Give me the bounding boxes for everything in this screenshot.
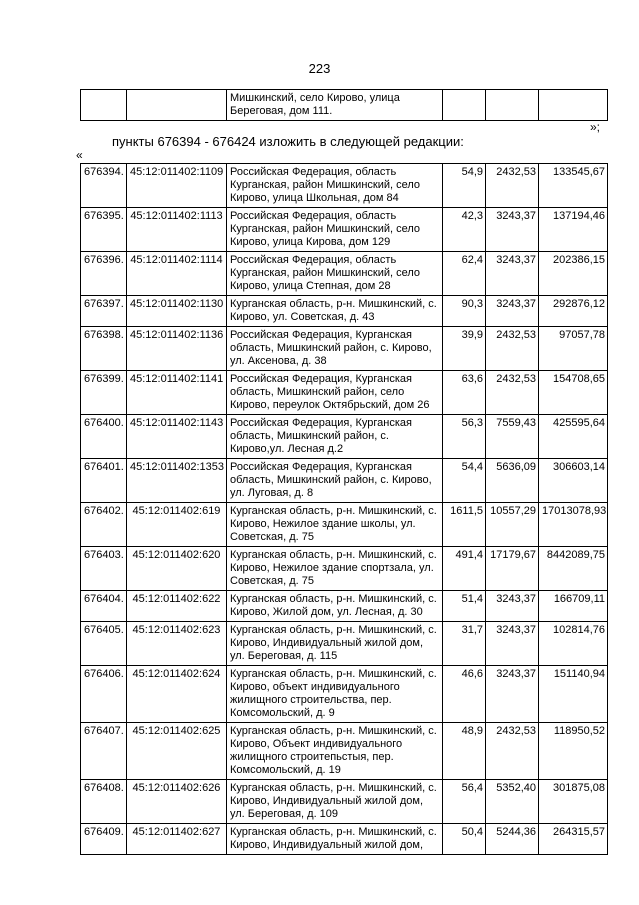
- cell-address: Курганская область, р-н. Мишкинский, с. Кирово, Индивидуальный жилой дом, ул. Береговая, д. 109: [227, 780, 443, 824]
- cell-area: 46,6: [443, 666, 486, 723]
- cell-value: 301875,08: [539, 780, 608, 824]
- table-row: [81, 252, 608, 296]
- cell-cadastral: 45:12:011402:1143: [127, 415, 227, 459]
- cell-rate: 3243,37: [486, 622, 539, 666]
- cell-area: 62,4: [443, 252, 486, 296]
- cell-cadastral: 45:12:011402:627: [127, 824, 227, 855]
- cell-number: 676394.: [81, 164, 127, 208]
- cell-number: 676401.: [81, 459, 127, 503]
- cell-value: 154708,65: [539, 371, 608, 415]
- intro-text: пункты 676394 - 676424 изложить в следующей редакции:: [112, 134, 464, 149]
- cell-rate: 3243,37: [486, 296, 539, 327]
- cell-cadastral: 45:12:011402:1130: [127, 296, 227, 327]
- cell-rate: 2432,53: [486, 327, 539, 371]
- cell-area: 56,3: [443, 415, 486, 459]
- cell-number: 676408.: [81, 780, 127, 824]
- table-row: [81, 723, 608, 780]
- table-row: [81, 824, 608, 855]
- cell-number: 676396.: [81, 252, 127, 296]
- cell-value: 17013078,93: [539, 503, 608, 547]
- cell-number: 676403.: [81, 547, 127, 591]
- cell-cadastral: 45:12:011402:1136: [127, 327, 227, 371]
- cell-rate: [486, 90, 539, 121]
- cell-number: 676395.: [81, 208, 127, 252]
- cell-number: 676398.: [81, 327, 127, 371]
- cell-rate: 3243,37: [486, 252, 539, 296]
- cell-area: 48,9: [443, 723, 486, 780]
- cell-rate: 3243,37: [486, 208, 539, 252]
- cell-value: 292876,12: [539, 296, 608, 327]
- cell-rate: 5352,40: [486, 780, 539, 824]
- cell-area: [443, 90, 486, 121]
- table-row: [81, 622, 608, 666]
- table-row: [81, 164, 608, 208]
- cell-area: 63,6: [443, 371, 486, 415]
- cell-cadastral: 45:12:011402:626: [127, 780, 227, 824]
- cell-area: 51,4: [443, 591, 486, 622]
- table-row: [81, 547, 608, 591]
- cell-number: 676406.: [81, 666, 127, 723]
- cell-address: Курганская область, р-н. Мишкинский, с. Кирово, Нежилое здание спортзала, ул. Советская, д. 75: [227, 547, 443, 591]
- cell-area: 56,4: [443, 780, 486, 824]
- cell-cadastral: 45:12:011402:622: [127, 591, 227, 622]
- cell-address: Курганская область, р-н. Мишкинский, с. Кирово, ул. Советская, д. 43: [227, 296, 443, 327]
- cell-rate: 5244,36: [486, 824, 539, 855]
- cell-address: Российская Федерация, Курганская область, Мишкинский район, село Кирово, переулок Октябрьский, дом 26: [227, 371, 443, 415]
- cell-number: 676409.: [81, 824, 127, 855]
- cell-number: 676402.: [81, 503, 127, 547]
- page-number: 223: [308, 61, 331, 76]
- cell-rate: 7559,43: [486, 415, 539, 459]
- cell-rate: 2432,53: [486, 723, 539, 780]
- cell-cadastral: 45:12:011402:1141: [127, 371, 227, 415]
- cell-area: 54,4: [443, 459, 486, 503]
- cell-rate: 2432,53: [486, 164, 539, 208]
- cell-number: [81, 90, 127, 121]
- cell-area: 1611,5: [443, 503, 486, 547]
- cell-value: 8442089,75: [539, 547, 608, 591]
- cell-area: 31,7: [443, 622, 486, 666]
- cell-cadastral: 45:12:011402:619: [127, 503, 227, 547]
- table-row: [81, 371, 608, 415]
- cell-value: 118950,52: [539, 723, 608, 780]
- cell-area: 39,9: [443, 327, 486, 371]
- cell-number: 676407.: [81, 723, 127, 780]
- cell-cadastral: 45:12:011402:625: [127, 723, 227, 780]
- cell-value: 166709,11: [539, 591, 608, 622]
- cell-address: Российская Федерация, Курганская область, Мишкинский район, с. Кирово, ул. Луговая, д. 8: [227, 459, 443, 503]
- cell-address: Российская Федерация, Курганская область, Мишкинский район, с. Кирово, ул. Аксенова, д. 38: [227, 327, 443, 371]
- table-row: [81, 591, 608, 622]
- cell-address: Курганская область, р-н. Мишкинский, с. Кирово, Объект индивидуального жилищного строитепьстыя, пер. Комсомольский, д. 19: [227, 723, 443, 780]
- cell-address: Мишкинский, село Кирово, улица Береговая, дом 111.: [227, 90, 443, 121]
- cell-cadastral: 45:12:011402:624: [127, 666, 227, 723]
- cell-address: Курганская область, р-н. Мишкинский, с. Кирово, Индивидуальный жилой дом,: [227, 824, 443, 855]
- cell-cadastral: 45:12:011402:1114: [127, 252, 227, 296]
- cell-cadastral: 45:12:011402:620: [127, 547, 227, 591]
- table-row: [81, 208, 608, 252]
- cell-area: 50,4: [443, 824, 486, 855]
- cell-cadastral: 45:12:011402:1109: [127, 164, 227, 208]
- cell-area: 54,9: [443, 164, 486, 208]
- cell-value: 97057,78: [539, 327, 608, 371]
- cell-rate: 5636,09: [486, 459, 539, 503]
- cell-address: Курганская область, р-н. Мишкинский, с. Кирово, Нежилое здание школы, ул. Советская, д. 75: [227, 503, 443, 547]
- cell-value: 425595,64: [539, 415, 608, 459]
- cell-value: 133545,67: [539, 164, 608, 208]
- cell-cadastral: 45:12:011402:1113: [127, 208, 227, 252]
- cell-address: Российская Федерация, область Курганская, район Мишкинский, село Кирово, улица Степная, дом 28: [227, 252, 443, 296]
- cell-rate: 2432,53: [486, 371, 539, 415]
- cell-area: 491,4: [443, 547, 486, 591]
- cell-rate: 10557,29: [486, 503, 539, 547]
- cell-cadastral: 45:12:011402:623: [127, 622, 227, 666]
- table-row: [81, 296, 608, 327]
- closing-quote: »;: [590, 120, 601, 134]
- previous-table-fragment: [80, 89, 608, 121]
- cell-rate: 3243,37: [486, 666, 539, 723]
- cell-number: 676400.: [81, 415, 127, 459]
- cell-address: Курганская область, р-н. Мишкинский, с. Кирово, объект индивидуального жилищного строительства, пер. Комсомольский, д. 9: [227, 666, 443, 723]
- cell-cadastral: [127, 90, 227, 121]
- table-row: [81, 415, 608, 459]
- cell-address: Российская Федерация, область Курганская, район Мишкинский, село Кирово, улица Кирова, дом 129: [227, 208, 443, 252]
- property-table: [80, 163, 608, 855]
- cell-number: 676397.: [81, 296, 127, 327]
- cell-rate: 3243,37: [486, 591, 539, 622]
- cell-value: 151140,94: [539, 666, 608, 723]
- cell-area: 42,3: [443, 208, 486, 252]
- table-row: [81, 90, 608, 121]
- cell-number: 676399.: [81, 371, 127, 415]
- cell-address: Российская Федерация, Курганская область, Мишкинский район, с. Кирово,ул. Лесная д.2: [227, 415, 443, 459]
- table-row: [81, 666, 608, 723]
- cell-number: 676405.: [81, 622, 127, 666]
- cell-rate: 17179,67: [486, 547, 539, 591]
- cell-value: 264315,57: [539, 824, 608, 855]
- table-row: [81, 503, 608, 547]
- table-row: [81, 327, 608, 371]
- cell-value: 202386,15: [539, 252, 608, 296]
- cell-address: Российская Федерация, область Курганская, район Мишкинский, село Кирово, улица Школьная, дом 84: [227, 164, 443, 208]
- cell-value: [539, 90, 608, 121]
- cell-area: 90,3: [443, 296, 486, 327]
- table-row: [81, 780, 608, 824]
- cell-value: 102814,76: [539, 622, 608, 666]
- cell-cadastral: 45:12:011402:1353: [127, 459, 227, 503]
- cell-address: Курганская область, р-н. Мишкинский, с. Кирово, Жилой дом, ул. Лесная, д. 30: [227, 591, 443, 622]
- cell-number: 676404.: [81, 591, 127, 622]
- cell-address: Курганская область, р-н. Мишкинский, с. Кирово, Индивидуальный жилой дом, ул. Береговая, д. 115: [227, 622, 443, 666]
- opening-quote: «: [76, 148, 83, 162]
- table-row: [81, 459, 608, 503]
- cell-value: 306603,14: [539, 459, 608, 503]
- cell-value: 137194,46: [539, 208, 608, 252]
